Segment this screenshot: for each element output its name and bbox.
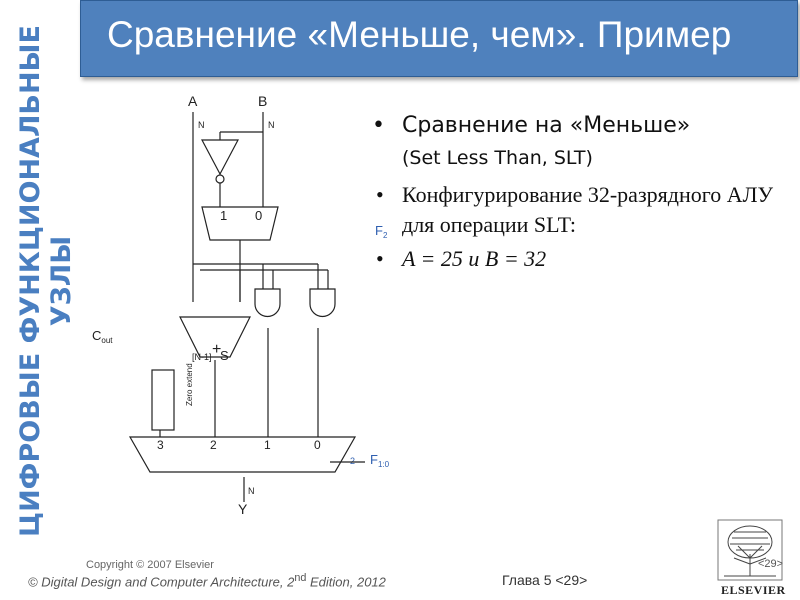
- input-a-width: N: [198, 120, 205, 130]
- cout-main: C: [92, 328, 102, 343]
- mux-port-1: 1: [264, 438, 271, 452]
- bullet-list: [372, 110, 797, 274]
- bullet-config-text: Конфигурирование 32-разрядного АЛУ для операции SLT:: [402, 182, 774, 237]
- zero-extend-label: Zero extend: [185, 363, 194, 406]
- output-width: N: [248, 486, 255, 496]
- mux-port-0: 0: [314, 438, 321, 452]
- f10-main: F: [370, 452, 378, 467]
- book-citation-tail: Edition, 2012: [306, 574, 386, 590]
- f10-sub: 1:0: [377, 460, 390, 469]
- input-b-label: B: [258, 93, 268, 109]
- output-y-label: Y: [238, 501, 248, 517]
- cout-label: [92, 328, 113, 345]
- bullet-item-values: [372, 244, 797, 274]
- f2-main: F: [375, 223, 383, 238]
- book-citation: [28, 572, 386, 589]
- slt-alu-diagram: [92, 92, 410, 522]
- mux-port-2: 2: [210, 438, 217, 452]
- mux-port-3: 3: [157, 438, 164, 452]
- logo-page-number: <29>: [758, 558, 784, 570]
- copyright-text: Copyright © 2007 Elsevier: [86, 559, 214, 571]
- edition-sup: nd: [294, 572, 307, 584]
- f10-label: [370, 452, 390, 469]
- adder-plus: +: [212, 341, 222, 358]
- f2-sub: 2: [382, 231, 388, 240]
- mux-input-0: 0: [255, 208, 263, 223]
- elsevier-wordmark: ELSEVIER: [721, 583, 786, 597]
- bullet-marker: •: [372, 113, 385, 138]
- f10-width: 2: [350, 456, 356, 466]
- bullet-item-config: [372, 180, 797, 240]
- cout-sub: out: [101, 336, 113, 345]
- side-section-title: [15, 1, 77, 561]
- sum-s-label: S: [220, 348, 229, 363]
- bullet-values-text: A = 25 и B = 32: [402, 246, 547, 271]
- side-title-line1: ЦИФРОВЫЕ ФУНКЦИОНАЛЬНЫЕ: [15, 25, 46, 537]
- diagram-gates: [130, 140, 355, 472]
- input-a-label: A: [188, 93, 198, 109]
- mux-input-1: 1: [220, 208, 228, 223]
- bullet-item-slt: [372, 110, 797, 174]
- slide-title: Сравнение «Меньше, чем». Пример: [107, 14, 732, 55]
- side-title-line2: УЗЛЫ: [46, 235, 77, 327]
- bullet-marker: •: [376, 182, 384, 207]
- bus-index: [N-1]: [192, 352, 212, 362]
- bullet-slt-sub: (Set Less Than, SLT): [402, 147, 593, 169]
- chapter-page: Глава 5 <29>: [502, 572, 588, 588]
- bullet-marker: •: [376, 246, 384, 271]
- title-bar: [80, 0, 798, 77]
- bullet-slt-main: Сравнение на «Меньше»: [402, 113, 691, 138]
- book-citation-main: © Digital Design and Computer Architecture, 2: [28, 574, 295, 590]
- input-b-width: N: [268, 120, 275, 130]
